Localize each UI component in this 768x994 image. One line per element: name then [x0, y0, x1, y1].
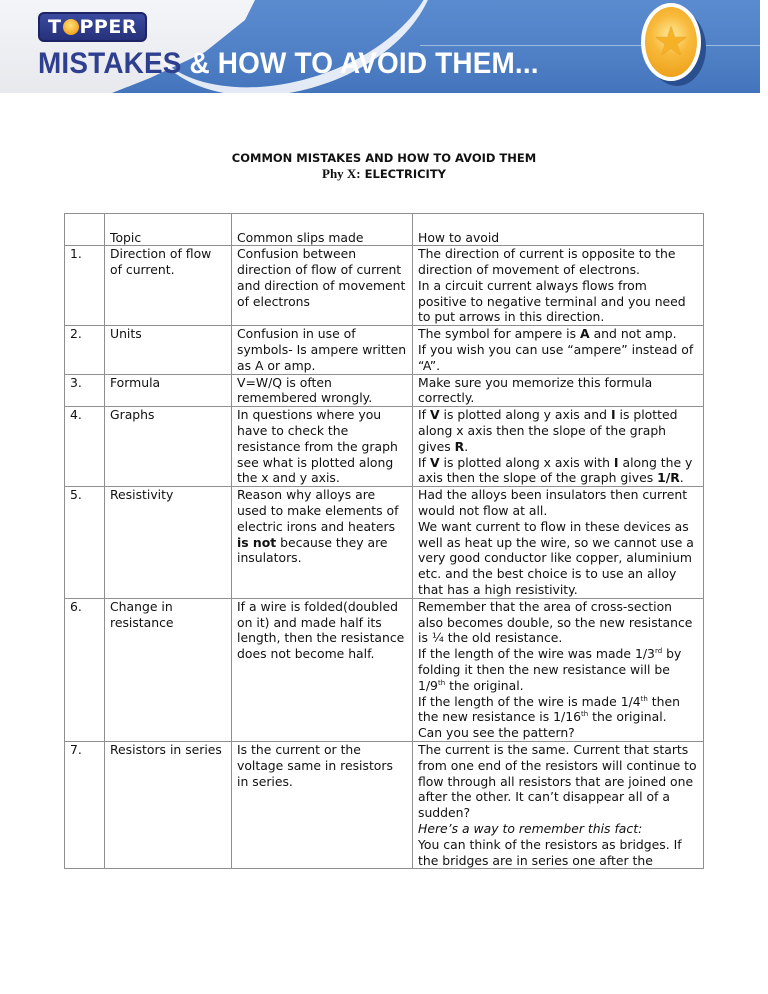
- row-slip: In questions where you have to check the resistance from the graph see what is plotted along the x and y axis.: [232, 407, 413, 487]
- row-slip: V=W/Q is often remembered wrongly.: [232, 374, 413, 407]
- row-topic: Direction of flow of current.: [105, 246, 232, 326]
- table-row: [65, 407, 704, 487]
- document-heading: COMMON MISTAKES AND HOW TO AVOID THEM: [231, 151, 537, 165]
- row-avoid: The current is the same. Current that starts from one end of the resistors will continue to flow through all resistors that are joined one after the other. It can’t disappear all of a sudden? Here’s a way to remember this fact: You can think of the resistors as bridges. If the bridges are in series one after the: [413, 742, 704, 869]
- row-number: 7.: [65, 742, 105, 869]
- header-topic: Topic: [105, 230, 232, 246]
- banner-divider-line: [420, 45, 760, 46]
- table-row: [65, 487, 704, 599]
- row-slip: Confusion in use of symbols- Is ampere written as A or amp.: [232, 326, 413, 374]
- row-avoid: If V is plotted along y axis and I is plotted along x axis then the slope of the graph gives R. If V is plotted along x axis with I along the y axis then the slope of the graph gives 1/R.: [413, 407, 704, 487]
- table-row: [65, 374, 704, 407]
- row-number: 5.: [65, 487, 105, 599]
- row-topic: Change in resistance: [105, 598, 232, 741]
- row-number: 3.: [65, 374, 105, 407]
- header-avoid: How to avoid: [413, 230, 704, 246]
- table-row: [65, 246, 704, 326]
- banner-title-mistakes: MISTAKES: [38, 47, 182, 80]
- row-avoid: The symbol for ampere is A and not amp. If you wish you can use “ampere” instead of “A”.: [413, 326, 704, 374]
- table-header-row: [65, 230, 704, 246]
- header-slips: Common slips made: [232, 230, 413, 246]
- row-slip: Confusion between direction of flow of current and direction of movement of electrons: [232, 246, 413, 326]
- document-subheading: [0, 166, 768, 182]
- table-row: [65, 326, 704, 374]
- row-topic: Resistivity: [105, 487, 232, 599]
- row-topic: Units: [105, 326, 232, 374]
- mistakes-table: [64, 213, 704, 869]
- row-number: 4.: [65, 407, 105, 487]
- star-icon: ★: [653, 19, 689, 65]
- star-coin-icon: [63, 19, 79, 35]
- row-avoid: The direction of current is opposite to the direction of movement of electrons. In a circuit current always flows from positive to negative terminal and you need to put arrows in this direction.: [413, 246, 704, 326]
- row-topic: Resistors in series: [105, 742, 232, 869]
- row-topic: Formula: [105, 374, 232, 407]
- table-row: [65, 598, 704, 741]
- row-topic: Graphs: [105, 407, 232, 487]
- topper-logo[interactable]: [38, 12, 147, 42]
- row-number: 2.: [65, 326, 105, 374]
- banner-title: [38, 47, 539, 81]
- header-banner: [0, 0, 760, 93]
- table-row: [65, 742, 704, 869]
- row-number: 1.: [65, 246, 105, 326]
- row-slip: Is the current or the voltage same in resistors in series.: [232, 742, 413, 869]
- table-spacer-row: [65, 214, 704, 230]
- row-avoid: Had the alloys been insulators then current would not flow at all. We want current to flow in these devices as well as heat up the wire, so we cannot use a very good conductor like copper, aluminium etc. and the best choice is to use an alloy that has a high resistivity.: [413, 487, 704, 599]
- row-slip: If a wire is folded(doubled on it) and made half its length, then the resistance does not become half.: [232, 598, 413, 741]
- row-slip: Reason why alloys are used to make elements of electric irons and heaters is not because they are insulators.: [232, 487, 413, 599]
- subject-prefix: Phy X:: [322, 166, 361, 181]
- row-avoid: Make sure you memorize this formula correctly.: [413, 374, 704, 407]
- header-number: [65, 230, 105, 246]
- row-number: 6.: [65, 598, 105, 741]
- subject-topic: ELECTRICITY: [360, 167, 446, 181]
- row-avoid: Remember that the area of cross-section also becomes double, so the new resistance is ¼ the old resistance. If the length of the wire was made 1/3rd by folding it then the new resistance will be 1/9th the original. If the length of the wire is made 1/4th then the new resistance is 1/16th the original. Can you see the pattern?: [413, 598, 704, 741]
- banner-title-rest: & HOW TO AVOID THEM...: [181, 47, 539, 80]
- gold-star-medal-icon: [641, 3, 701, 81]
- logo-text: T PPER: [48, 16, 137, 38]
